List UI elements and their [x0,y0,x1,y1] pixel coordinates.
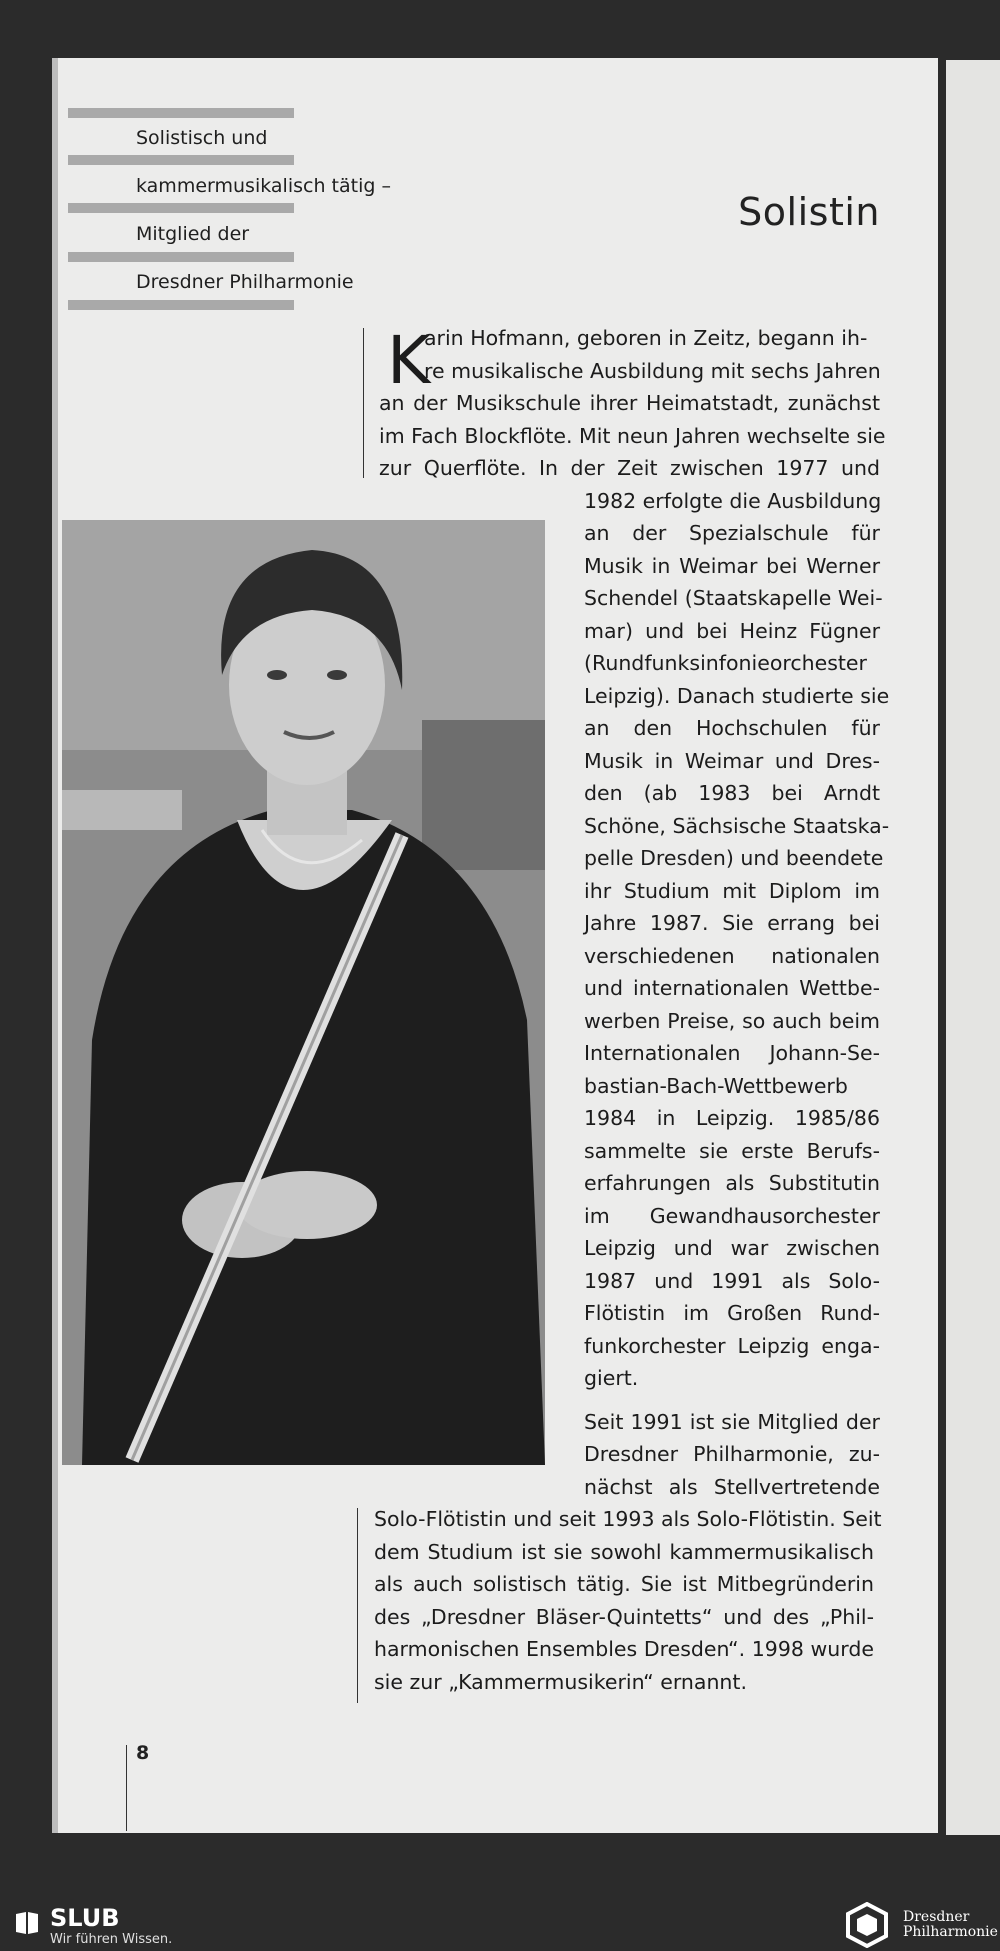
article-line: funkorchester Leipzig enga- [584,1334,880,1358]
article-line: verschiedenen nationalen [584,944,880,968]
author-name: arin Hofmann, [424,326,571,350]
article-line: Musik in Weimar bei Werner [584,554,880,578]
sidebar-line-2: kammermusikalisch tätig – [136,175,391,197]
sidebar-rule [68,300,294,310]
next-page-edge [946,60,1000,1835]
article-line: Jahre 1987. Sie errang bei [584,911,880,935]
article-line: re musikalische Ausbildung mit sechs Jahren [424,359,881,383]
article-line: an den Hochschulen für [584,716,880,740]
article-line-text: geboren in Zeitz, begann ih- [570,326,868,350]
article-line: als auch solistisch tätig. Sie ist Mitbegründerin [374,1572,874,1596]
sidebar-line-1: Solistisch und [136,127,268,149]
slub-logo-text[interactable]: SLUB [50,1904,120,1932]
article-line: Flötistin im Großen Rund- [584,1301,880,1325]
article-line: und internationalen Wettbe- [584,976,880,1000]
article-line: erfahrungen als Substitutin [584,1171,880,1195]
sidebar-rule [68,252,294,262]
dresdner-philharmonie-logo-icon [842,1902,892,1948]
partner-name[interactable] [903,1910,998,1940]
article-line: im Gewandhausorchester [584,1204,880,1228]
text-rule-bottom [357,1508,358,1703]
article-line: harmonischen Ensembles Dresden“. 1998 wurde [374,1637,874,1661]
article-line: sammelte sie erste Berufs- [584,1139,880,1163]
article-line: Internationalen Johann-Se- [584,1041,880,1065]
article-line: bastian-Bach-Wettbewerb [584,1074,848,1098]
article-line [424,322,867,354]
sidebar-line-3: Mitglied der [136,223,250,245]
article-line: Leipzig und war zwischen [584,1236,880,1260]
slub-tagline: Wir führen Wissen. [50,1932,173,1947]
article-line: pelle Dresden) und beendete [584,846,884,870]
article-line: 1984 in Leipzig. 1985/86 [584,1106,880,1130]
partner-name-line2: Philharmonie [903,1924,998,1940]
article-line: zur Querflöte. In der Zeit zwischen 1977 und [379,456,880,480]
article-line: Schendel (Staatskapelle Wei- [584,586,883,610]
article-line: giert. [584,1366,639,1390]
sidebar-rule [68,108,294,118]
article-line: 1987 und 1991 als Solo- [584,1269,880,1293]
article-line: Musik in Weimar und Dres- [584,749,880,773]
article-line: Leipzig). Danach studierte sie [584,684,890,708]
article-line: 1982 erfolgte die Ausbildung [584,489,882,513]
footer-bar [0,1898,1000,1951]
article-line: an der Musikschule ihrer Heimatstadt, zunächst [379,391,880,415]
article-line: mar) und bei Heinz Fügner [584,619,880,643]
article-line: dem Studium ist sie sowohl kammermusikalisch [374,1540,874,1564]
sidebar-rule [68,155,294,165]
portrait-photo [62,520,545,1465]
article-line: an der Spezialschule für [584,521,880,545]
article-line: des „Dresdner Bläser-Quintetts“ und des „Phil- [374,1605,874,1629]
text-rule-top [363,328,364,478]
article-line: ihr Studium mit Diplom im [584,879,880,903]
page-title: Solistin [738,190,880,234]
slub-book-icon [14,1910,40,1936]
page-number: 8 [136,1742,150,1764]
sidebar-line-4: Dresdner Philharmonie [136,271,354,293]
article-line: Seit 1991 ist sie Mitglied der [584,1410,880,1434]
article-line: im Fach Blockflöte. Mit neun Jahren wechselte sie [379,424,886,448]
article-line: werben Preise, so auch beim [584,1009,880,1033]
article-line: sie zur „Kammermusikerin“ ernannt. [374,1670,747,1694]
article-line: nächst als Stellvertretende [584,1475,880,1499]
article-line: Solo-Flötistin und seit 1993 als Solo-Flötistin. Seit [374,1507,882,1531]
article-line: Dresdner Philharmonie, zu- [584,1442,880,1466]
article-line: (Rundfunksinfonieorchester [584,651,867,675]
sidebar-rule [68,203,294,213]
article-line: Schöne, Sächsische Staatska- [584,814,890,838]
page-number-rule [126,1745,127,1831]
article-line: den (ab 1983 bei Arndt [584,781,880,805]
drop-cap: K [387,322,431,399]
partner-name-line1: Dresdner [903,1909,970,1925]
